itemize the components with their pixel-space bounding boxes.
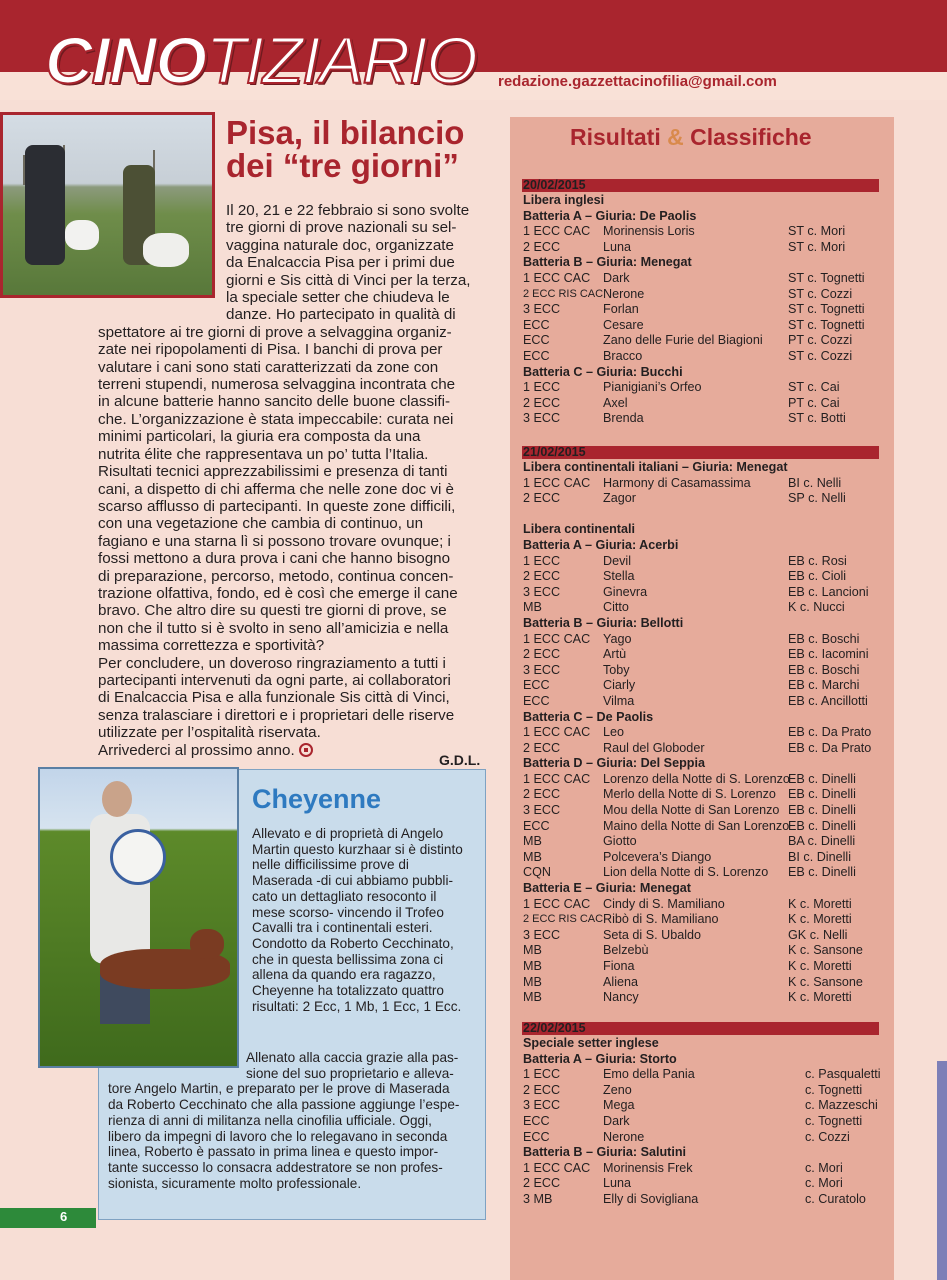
result-row — [523, 224, 883, 240]
result-row — [523, 240, 883, 256]
dog-name: Harmony di Casamassima — [603, 475, 751, 490]
battery-heading: Batteria A – Giuria: Storto — [523, 1051, 677, 1066]
sidebar-line: sione del suo proprietario e alleva- — [246, 1065, 454, 1081]
results-title-b: Classifiche — [690, 124, 812, 150]
owner: ST c. Tognetti — [788, 317, 865, 332]
result-rank: 3 ECC — [523, 411, 561, 426]
result-rank: 1 ECC CAC — [523, 631, 591, 646]
contact-email[interactable]: redazione.gazzettacinofilia@gmail.com — [498, 73, 777, 90]
battery-heading: Batteria C – Giuria: Bucchi — [523, 364, 683, 379]
owner: EB c. Ancillotti — [788, 693, 868, 708]
result-rank: 2 ECC — [523, 395, 561, 410]
dog-name: Vilma — [603, 693, 635, 708]
dog-name: Brenda — [603, 411, 644, 426]
article-line: di Enalcaccia Pisa e alla funzionale Sis città di Vinci, — [98, 689, 450, 707]
owner: ST c. Botti — [788, 411, 846, 426]
result-row — [523, 772, 883, 788]
owner: BI c. Nelli — [788, 475, 842, 490]
result-row — [523, 990, 883, 1006]
owner: EB c. Rosi — [788, 553, 847, 568]
article-line: la speciale setter che chiudeva le — [226, 289, 450, 307]
result-row — [523, 396, 883, 412]
owner: K c. Sansone — [788, 943, 863, 958]
result-rank: ECC — [523, 317, 550, 332]
result-rank: MB — [523, 834, 542, 849]
result-row — [523, 1114, 883, 1130]
battery-heading: Batteria C – De Paolis — [523, 709, 654, 724]
result-rank: ECC — [523, 818, 550, 833]
sidebar-line: Cheyenne ha totalizzato quattro — [252, 983, 444, 999]
sidebar-line: mese scorso- vincendo il Trofeo — [252, 904, 444, 920]
result-row — [523, 912, 883, 928]
battery-heading: Batteria A – Giuria: De Paolis — [523, 208, 697, 223]
sidebar-line: da Roberto Cecchinato che alla passione aggiunge l’espe- — [108, 1097, 460, 1113]
logo-light: TIZIARIO — [206, 23, 477, 97]
sidebar-title: Cheyenne — [252, 784, 382, 814]
article-body — [98, 202, 493, 759]
dog-name: Nerone — [603, 1129, 645, 1144]
owner: SP c. Nelli — [788, 491, 846, 506]
dog-name: Dark — [603, 270, 630, 285]
sidebar-line: Maserada -di cui abbiamo pubbli- — [252, 873, 453, 889]
owner: c. Mori — [805, 1176, 843, 1191]
article-closing-line: Arrivederci al prossimo anno. — [98, 742, 493, 759]
owner: PT c. Cozzi — [788, 333, 853, 348]
owner: c. Pasqualetti — [805, 1067, 881, 1082]
result-row — [523, 725, 883, 741]
owner: c. Tognetti — [805, 1082, 863, 1097]
page-number: 6 — [60, 1209, 68, 1224]
result-row — [523, 554, 883, 570]
owner: K c. Moretti — [788, 896, 852, 911]
article-title — [226, 116, 496, 182]
article-title-line1: Pisa, il bilancio — [226, 114, 465, 151]
result-rank: MB — [523, 974, 542, 989]
result-row — [523, 975, 883, 991]
result-row — [523, 943, 883, 959]
article-line: senza tralasciare i direttori e i proprietari delle riserve — [98, 706, 455, 724]
result-rank: 2 ECC — [523, 740, 561, 755]
result-row — [523, 380, 883, 396]
owner: EB c. Dinelli — [788, 818, 856, 833]
dog-name: Mou della Notte di San Lorenzo — [603, 803, 780, 818]
result-row — [523, 663, 883, 679]
dog-name: Ribò di S. Mamiliano — [603, 912, 719, 927]
result-row — [523, 819, 883, 835]
article-title-line2: dei “tre giorni” — [226, 147, 459, 184]
result-rank: 2 ECC — [523, 787, 561, 802]
owner: c. Mori — [805, 1160, 843, 1175]
sidebar-paragraph-2 — [108, 1050, 482, 1191]
owner: ST c. Cai — [788, 380, 840, 395]
owner: EB c. Boschi — [788, 631, 860, 646]
result-row — [523, 318, 883, 334]
battery-heading: Libera continentali — [523, 522, 635, 537]
article-line: Il 20, 21 e 22 febbraio si sono svolte — [226, 202, 470, 219]
result-rank: 3 ECC — [523, 1098, 561, 1113]
result-rank: MB — [523, 849, 542, 864]
result-row — [523, 585, 883, 601]
result-rank: 3 MB — [523, 1191, 553, 1206]
dog-name: Luna — [603, 1176, 632, 1191]
dog-name: Leo — [603, 725, 625, 740]
owner: BA c. Dinelli — [788, 834, 856, 849]
date-label: 21/02/2015 — [523, 445, 586, 459]
sidebar-line: cato un dettagliato resoconto il — [252, 888, 437, 904]
date-label: 22/02/2015 — [523, 1021, 586, 1035]
result-row — [523, 1130, 883, 1146]
owner: EB c. Dinelli — [788, 865, 856, 880]
article-line: cani, a dispetto di chi afferma che nelle zone doc vi è — [98, 480, 454, 498]
results-title-amp: & — [667, 124, 684, 150]
article-line: minimi particolari, la giuria era composta da una — [98, 428, 421, 446]
result-rank: 1 ECC CAC — [523, 725, 591, 740]
magazine-logo — [45, 18, 477, 102]
article-line: non che il tutto si è svolto in seno all’amicizia e nella — [98, 619, 449, 637]
result-row — [523, 411, 883, 427]
result-rank: ECC — [523, 678, 550, 693]
result-rank: MB — [523, 943, 542, 958]
dog-name: Emo della Pania — [603, 1067, 695, 1082]
result-rank: 3 ECC — [523, 584, 561, 599]
result-rank: 1 ECC — [523, 553, 561, 568]
article-line: nutrita élite che rappresentava un po’ tutta l’Italia. — [98, 445, 429, 463]
result-row — [523, 1161, 883, 1177]
article-line: tre giorni di prove nazionali su sel- — [226, 219, 457, 237]
dog-name: Yago — [603, 631, 632, 646]
owner: c. Cozzi — [805, 1129, 850, 1144]
result-row — [523, 1098, 883, 1114]
date-label: 20/02/2015 — [523, 178, 586, 192]
article-line: fagiano e una starna lì si possono trovare ovunque; i — [98, 532, 451, 550]
result-rank: 3 ECC — [523, 927, 561, 942]
dog-name: Dark — [603, 1113, 630, 1128]
dog-name: Cindy di S. Mamiliano — [603, 896, 725, 911]
page-number-bar — [0, 1208, 96, 1228]
dog-name: Forlan — [603, 302, 639, 317]
dog-name: Toby — [603, 662, 630, 677]
results-title-a: Risultati — [570, 124, 661, 150]
dog-name: Polcevera’s Diango — [603, 849, 712, 864]
dog-name: Morinensis Frek — [603, 1160, 693, 1175]
result-rank: 3 ECC — [523, 302, 561, 317]
dog-name: Nancy — [603, 990, 639, 1005]
article-line: valutare i cani sono stati caratterizzati da zone con — [98, 358, 439, 376]
owner: c. Mazzeschi — [805, 1098, 878, 1113]
battery-heading: Batteria B – Giuria: Salutini — [523, 1145, 687, 1160]
result-row — [523, 865, 883, 881]
result-rank: 2 ECC — [523, 239, 561, 254]
owner: EB c. Dinelli — [788, 787, 856, 802]
results-day — [523, 460, 883, 1006]
article-line: con una vegetazione che cambia di continuo, un — [98, 515, 424, 533]
sidebar-line: Allenato alla caccia grazie alla pas- — [246, 1050, 459, 1065]
result-row — [523, 476, 883, 492]
sidebar-line: tante successo lo consacra addestratore se non profes- — [108, 1159, 443, 1175]
sidebar-line: nelle difficilissime prove di — [252, 857, 409, 873]
dog-name: Zano delle Furie del Biagioni — [603, 333, 763, 348]
dog-name: Merlo della Notte di S. Lorenzo — [603, 787, 776, 802]
result-rank: 1 ECC CAC — [523, 270, 591, 285]
dog-name: Nerone — [603, 286, 645, 301]
owner: EB c. Boschi — [788, 662, 860, 677]
sidebar-line: che in questa bellissima zona ci — [252, 951, 444, 967]
battery-heading: Libera continentali italiani – Giuria: Menegat — [523, 460, 788, 474]
result-row — [523, 694, 883, 710]
dog-name: Mega — [603, 1098, 635, 1113]
sidebar-line: Cavalli tra i continentali esteri. — [252, 920, 433, 936]
result-rank: ECC — [523, 348, 550, 363]
result-row — [523, 928, 883, 944]
owner: EB c. Iacomini — [788, 647, 869, 662]
dog-name: Zagor — [603, 491, 636, 506]
article-line: di preparazione, percorso, metodo, continua concen- — [98, 567, 454, 585]
result-row — [523, 1192, 883, 1208]
result-rank: 1 ECC CAC — [523, 896, 591, 911]
result-rank: 1 ECC CAC — [523, 224, 591, 239]
result-rank: ECC — [523, 693, 550, 708]
sidebar-line: Martin questo kurzhaar si è distinto — [252, 841, 463, 857]
sidebar-line: risultati: 2 Ecc, 1 Mb, 1 Ecc, 1 Ecc. — [252, 998, 462, 1014]
result-rank: 2 ECC — [523, 1082, 561, 1097]
result-rank: 1 ECC CAC — [523, 771, 591, 786]
sidebar-line: tore Angelo Martin, e preparato per le prove di Maserada — [108, 1081, 450, 1097]
side-tab — [937, 1061, 947, 1280]
dog-name: Zeno — [603, 1082, 632, 1097]
article-line: in alcune batterie hanno sancito delle buone classifi- — [98, 393, 451, 411]
result-row — [523, 333, 883, 349]
result-rank: 2 ECC RIS CAC — [523, 287, 604, 300]
owner: K c. Nucci — [788, 600, 845, 615]
article-line: partecipanti intervenuti da ogni parte, ai collaboratori — [98, 671, 451, 689]
dog-name: Lorenzo della Notte di S. Lorenzo — [603, 771, 790, 786]
result-row — [523, 569, 883, 585]
battery-heading: Batteria A – Giuria: Acerbi — [523, 537, 679, 552]
result-row — [523, 271, 883, 287]
result-row — [523, 302, 883, 318]
dog-name: Cesare — [603, 317, 644, 332]
dog-name: Maino della Notte di San Lorenzo — [603, 818, 790, 833]
article-line: zate nei ripopolamenti di Pisa. I banchi di prova per — [98, 341, 443, 359]
article-line: terreni stupendi, numerosa selvaggina incontrata che — [98, 376, 456, 394]
dog-name: Bracco — [603, 348, 643, 363]
result-rank: 3 ECC — [523, 803, 561, 818]
dog-name: Ciarly — [603, 678, 636, 693]
owner: EB c. Dinelli — [788, 803, 856, 818]
result-rank: 1 ECC CAC — [523, 475, 591, 490]
result-row — [523, 959, 883, 975]
result-row — [523, 349, 883, 365]
result-row — [523, 803, 883, 819]
battery-heading: Libera inglesi — [523, 193, 605, 207]
result-rank: 2 ECC — [523, 491, 561, 506]
article-line: trazione olfattiva, fondo, ed è così che emerge il cane — [98, 584, 458, 602]
dog-name: Aliena — [603, 974, 639, 989]
result-row — [523, 678, 883, 694]
owner: ST c. Tognetti — [788, 302, 865, 317]
article-line: Risultati tecnici apprezzabilissimi e presenza di tanti — [98, 463, 448, 481]
result-rank: MB — [523, 959, 542, 973]
result-rank: 1 ECC CAC — [523, 1160, 591, 1175]
owner: c. Curatolo — [805, 1191, 866, 1206]
result-rank: ECC — [523, 1113, 550, 1128]
sidebar-line: linea, Roberto è passato in prima linea e questo impor- — [108, 1144, 439, 1160]
article-line: che. L’organizzazione è stata impeccabile: curata nei — [98, 410, 454, 428]
dog-name: Luna — [603, 239, 632, 254]
owner: EB c. Da Prato — [788, 725, 872, 740]
result-rank: MB — [523, 600, 542, 615]
battery-heading: Batteria B – Giuria: Bellotti — [523, 615, 684, 630]
dog-name: Pianigiani’s Orfeo — [603, 380, 702, 395]
result-row — [523, 1083, 883, 1099]
dog-name: Devil — [603, 553, 631, 568]
article-line: utilizzate per l’ospitalità riservata. — [98, 724, 321, 742]
result-rank: ECC — [523, 1129, 550, 1144]
result-row — [523, 632, 883, 648]
results-day — [523, 1036, 883, 1208]
article-line: da Enalcaccia Pisa per i primi due — [226, 254, 455, 272]
battery-heading: Batteria B – Giuria: Menegat — [523, 255, 692, 270]
owner: BI c. Dinelli — [788, 849, 851, 864]
result-row — [523, 600, 883, 616]
owner: K c. Moretti — [788, 959, 852, 973]
sidebar-paragraph-1 — [252, 826, 482, 1014]
dog-name: Giotto — [603, 834, 637, 849]
article-line: massima correttezza e sportività? — [98, 637, 325, 655]
owner: EB c. Dinelli — [788, 771, 856, 786]
sidebar-line: rienza di anni di militanza nella cinofilia ufficiale. Oggi, — [108, 1112, 432, 1128]
result-rank: 1 ECC — [523, 1067, 561, 1082]
result-rank: 2 ECC — [523, 569, 561, 584]
end-mark-icon — [299, 743, 313, 757]
result-row — [523, 834, 883, 850]
dog-name: Artù — [603, 647, 627, 662]
owner: K c. Moretti — [788, 912, 852, 927]
sidebar-line: allena da quando era ragazzo, — [252, 967, 436, 983]
article-line: scarso afflusso di partecipanti. In queste zone difficili, — [98, 497, 456, 515]
result-row — [523, 787, 883, 803]
dog-name: Citto — [603, 600, 629, 615]
result-row — [523, 897, 883, 913]
owner: EB c. Lancioni — [788, 584, 869, 599]
result-rank: 1 ECC — [523, 380, 561, 395]
article-line: vaggina naturale doc, organizzate — [226, 236, 454, 254]
cheyenne-photo — [38, 767, 239, 1068]
owner: ST c. Tognetti — [788, 270, 865, 285]
result-row — [523, 1176, 883, 1192]
dog-name: Elly di Sovigliana — [603, 1191, 699, 1206]
owner: K c. Moretti — [788, 990, 852, 1005]
result-row — [523, 1067, 883, 1083]
battery-heading: Batteria E – Giuria: Menegat — [523, 881, 691, 896]
spacer — [523, 507, 883, 523]
owner: ST c. Cozzi — [788, 348, 853, 363]
result-rank: MB — [523, 990, 542, 1005]
dog-name: Axel — [603, 395, 628, 410]
result-rank: CQN — [523, 865, 551, 880]
article-line: giorni e Sis città di Vinci per la terza, — [226, 271, 471, 289]
result-rank: 2 ECC RIS CAC — [523, 913, 604, 926]
dog-name: Raul del Globoder — [603, 740, 705, 755]
sidebar-line: libero da impegni di lavoro che lo relegavano in seconda — [108, 1128, 448, 1144]
result-row — [523, 850, 883, 866]
result-rank: 2 ECC — [523, 647, 561, 662]
dog-name: Ginevra — [603, 584, 648, 599]
owner: EB c. Marchi — [788, 678, 860, 693]
result-row — [523, 741, 883, 757]
article-line: fossi mettono a dura prova i cani che hanno bisogno — [98, 550, 451, 568]
article-line: spettatore ai tre giorni di prove a selvaggina organiz- — [98, 323, 452, 341]
result-row — [523, 287, 883, 303]
battery-heading: Batteria D – Giuria: Del Seppia — [523, 756, 705, 771]
owner: K c. Sansone — [788, 974, 863, 989]
sidebar-line: Condotto da Roberto Cecchinato, — [252, 935, 454, 951]
battery-heading: Speciale setter inglese — [523, 1036, 659, 1050]
owner: EB c. Cioli — [788, 569, 847, 584]
article-line: bravo. Che altro dire su questi tre giorni di prove, se — [98, 602, 447, 620]
results-title — [570, 124, 812, 151]
result-rank: 3 ECC — [523, 662, 561, 677]
owner: ST c. Mori — [788, 224, 846, 239]
owner: EB c. Da Prato — [788, 740, 872, 755]
result-row — [523, 647, 883, 663]
dog-name: Seta di S. Ubaldo — [603, 927, 702, 942]
result-row — [523, 491, 883, 507]
dog-name: Stella — [603, 569, 635, 584]
article-line: danze. Ho partecipato in qualità di — [226, 306, 456, 324]
result-rank: 2 ECC — [523, 1176, 561, 1191]
result-rank: ECC — [523, 333, 550, 348]
sidebar-line: Allevato e di proprietà di Angelo — [252, 826, 444, 841]
dog-name: Morinensis Loris — [603, 224, 695, 239]
dog-name: Fiona — [603, 959, 635, 973]
owner: PT c. Cai — [788, 395, 840, 410]
article-signature: G.D.L. — [439, 752, 481, 768]
logo-bold: CINO — [45, 23, 206, 97]
owner: ST c. Mori — [788, 239, 846, 254]
article-line: Per concludere, un doveroso ringraziamento a tutti i — [98, 654, 446, 672]
dog-name: Lion della Notte di S. Lorenzo — [603, 865, 769, 880]
results-day — [523, 193, 883, 427]
owner: ST c. Cozzi — [788, 286, 853, 301]
owner: GK c. Nelli — [788, 927, 848, 942]
sidebar-line: sionista, sicuramente molto professionale. — [108, 1175, 362, 1191]
owner: c. Tognetti — [805, 1113, 863, 1128]
dog-name: Belzebù — [603, 943, 649, 958]
